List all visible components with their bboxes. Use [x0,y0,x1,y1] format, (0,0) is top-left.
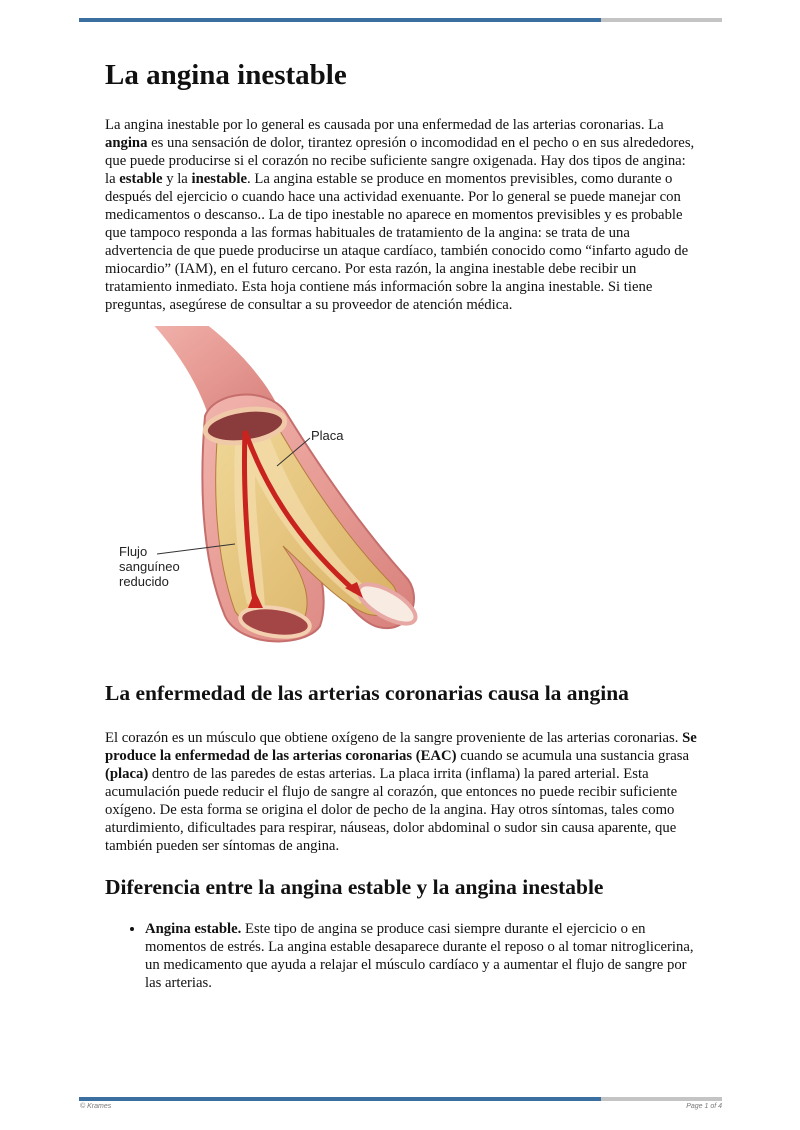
footer-copyright: © Krames [80,1103,112,1110]
artery-drawing [105,326,445,666]
artery-illustration [105,326,445,666]
section2-list [105,920,700,992]
bold-term: Angina estable. [145,921,242,938]
bold-term: estable [119,170,163,187]
intro-paragraph: La angina inestable por lo general es causada por una enfermedad de las arterias coronarias. La angina es una sensación de dolor, tirantez opresión o incomodidad en el pecho o en sus alrededores, que puede producirse si el corazón no recibe suficiente sangre oxigenada. Hay dos tipos de angina: la estable y la inestable. La angina estable se produce en momentos previsibles, como durante o después del ejercicio o cuando hace una actividad exenuante. Por lo general se puede manejar con medicamentos o descanso.. La de tipo inestable no aparece en momentos previsibles y es probable que tampoco responda a las formas habituales de tratamiento de la angina: se trata de una advertencia de que puede producirse un ataque cardíaco, también conocido como “infarto agudo de miocardio” (IAM), en el futuro cercano. Por esta razón, la angina inestable debe recibir un tratamiento inmediato. Esta hoja contiene más información sobre la angina inestable. Si tiene preguntas, asegúrese de consultar a su proveedor de atención médica. [105,116,695,313]
list-item: • Angina estable. Este tipo de angina se produce casi siempre durante el ejercicio o en momentos de estrés. La angina estable desaparece durante el reposo o al tomar nitroglicerina, un medicamento que ayuda a relajar el músculo cardíaco y a aumentar el flujo de sangre por las arterias. [145,920,700,992]
footer-page-number: Page 1 of 4 [686,1103,722,1110]
top-rule [79,18,722,22]
bold-term: inestable [191,170,247,187]
label-plaque: Placa [311,427,344,443]
section2-heading: Diferencia entre la angina estable y la angina inestable [105,874,604,899]
section1-heading: La enfermedad de las arterias coronarias causa la angina [105,680,629,705]
section1-paragraph: El corazón es un músculo que obtiene oxígeno de la sangre proveniente de las arterias coronarias. Se produce la enfermedad de las arterias coronarias (EAC) cuando se acumula una sustancia grasa (placa) dentro de las paredes de estas arterias. La placa irrita (inflama) la pared arterial. Esta acumulación puede reducir el flujo de sangre al corazón, que entonces no puede recibir suficiente oxígeno. De esta forma se origina el dolor de pecho de la angina. Hay otros síntomas, tales como aturdimiento, dificultades para respirar, náuseas, dolor abdominal o sudor sin causa aparente, que también pueden ser síntomas de angina. [105,729,697,854]
bold-term: (placa) [105,765,149,782]
bottom-rule [79,1097,722,1101]
bold-term: angina [105,134,148,151]
page-content [105,58,700,992]
page-title: La angina inestable [105,59,347,91]
label-flow: Flujo sanguíneo reducido [119,543,180,589]
bold-term: Se produce la enfermedad de las arterias coronarias (EAC) [105,729,697,764]
